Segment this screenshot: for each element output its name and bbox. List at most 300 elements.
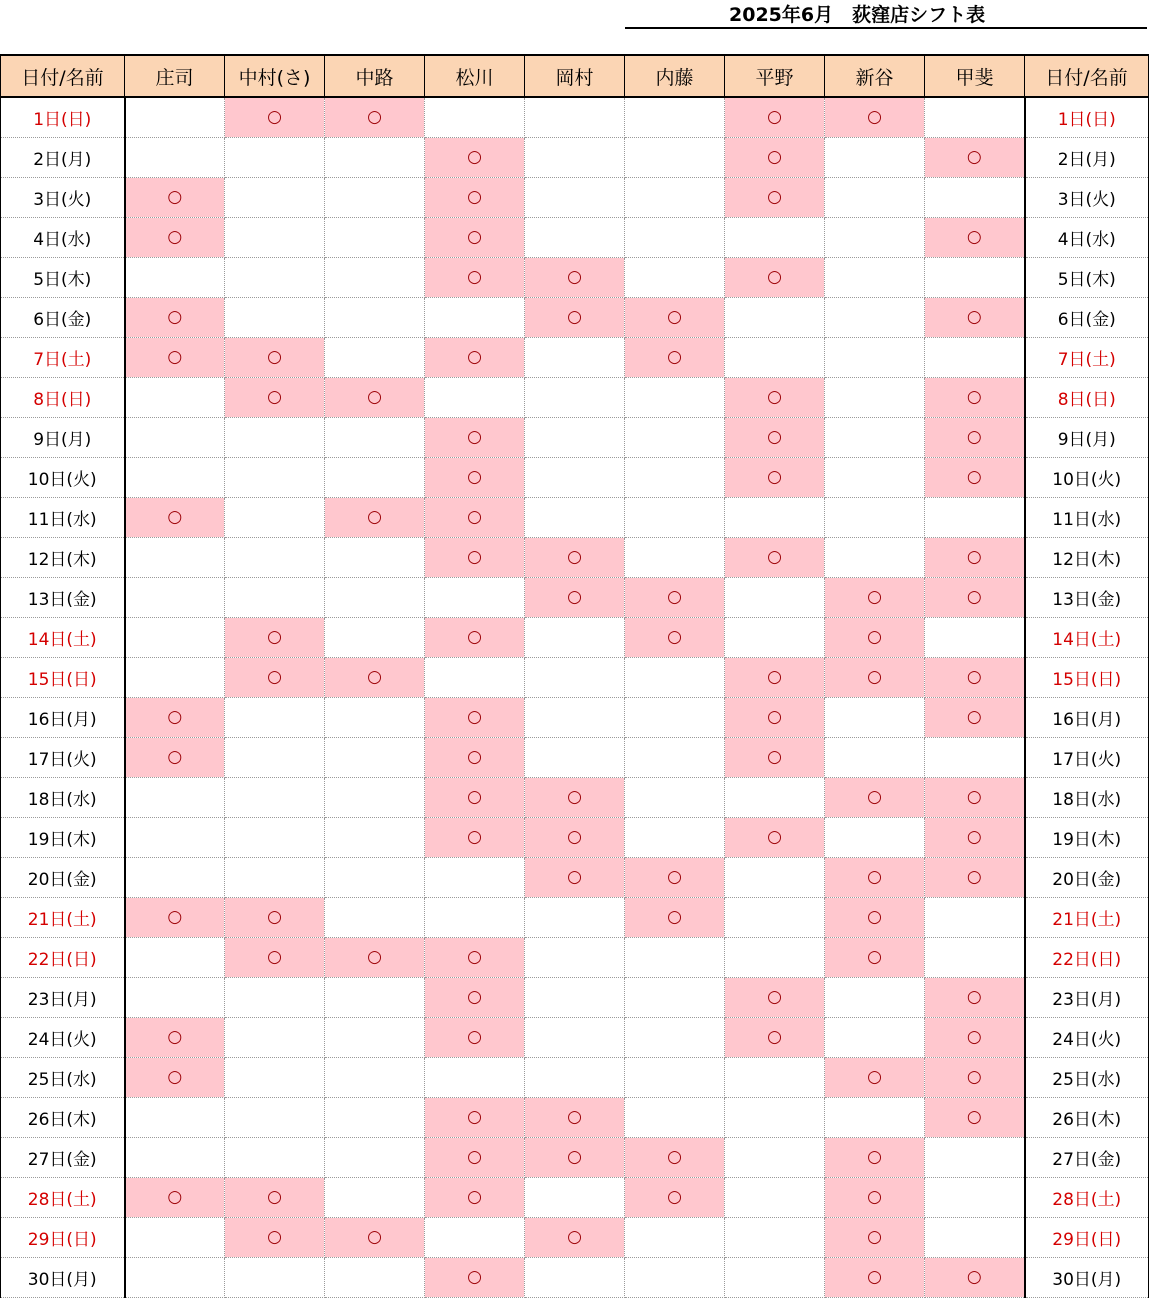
shift-cell-empty[interactable]: [525, 937, 625, 977]
shift-cell-on[interactable]: ○: [325, 657, 425, 697]
shift-cell-empty[interactable]: [225, 777, 325, 817]
date-cell-right[interactable]: 9日(月): [1025, 417, 1149, 457]
shift-cell-empty[interactable]: [525, 1017, 625, 1057]
shift-cell-empty[interactable]: [725, 1217, 825, 1257]
shift-cell-empty[interactable]: [825, 1097, 925, 1137]
shift-cell-empty[interactable]: [125, 377, 225, 417]
date-cell-left[interactable]: 1日(日): [1, 97, 125, 137]
shift-cell-empty[interactable]: [625, 1017, 725, 1057]
shift-cell-on[interactable]: ○: [925, 417, 1025, 457]
shift-cell-empty[interactable]: [425, 1057, 525, 1097]
shift-cell-empty[interactable]: [925, 897, 1025, 937]
shift-cell-empty[interactable]: [325, 857, 425, 897]
shift-cell-empty[interactable]: [925, 497, 1025, 537]
shift-cell-empty[interactable]: [325, 1057, 425, 1097]
shift-cell-empty[interactable]: [325, 617, 425, 657]
shift-cell-empty[interactable]: [625, 97, 725, 137]
shift-cell-empty[interactable]: [525, 457, 625, 497]
shift-cell-empty[interactable]: [825, 977, 925, 1017]
shift-cell-empty[interactable]: [225, 577, 325, 617]
shift-cell-empty[interactable]: [125, 657, 225, 697]
date-cell-right[interactable]: 13日(金): [1025, 577, 1149, 617]
shift-cell-on[interactable]: ○: [825, 1137, 925, 1177]
shift-cell-empty[interactable]: [125, 1137, 225, 1177]
shift-cell-empty[interactable]: [425, 857, 525, 897]
shift-cell-on[interactable]: ○: [725, 737, 825, 777]
date-cell-right[interactable]: 22日(日): [1025, 937, 1149, 977]
shift-cell-empty[interactable]: [325, 137, 425, 177]
shift-cell-empty[interactable]: [225, 857, 325, 897]
shift-cell-empty[interactable]: [725, 577, 825, 617]
shift-cell-on[interactable]: ○: [925, 977, 1025, 1017]
shift-cell-empty[interactable]: [425, 577, 525, 617]
shift-cell-empty[interactable]: [225, 297, 325, 337]
shift-cell-on[interactable]: ○: [425, 937, 525, 977]
shift-cell-empty[interactable]: [525, 337, 625, 377]
shift-cell-empty[interactable]: [625, 817, 725, 857]
date-cell-left[interactable]: 3日(火): [1, 177, 125, 217]
shift-cell-empty[interactable]: [325, 977, 425, 1017]
shift-cell-empty[interactable]: [125, 97, 225, 137]
shift-cell-empty[interactable]: [625, 497, 725, 537]
shift-cell-on[interactable]: ○: [425, 497, 525, 537]
date-cell-left[interactable]: 19日(木): [1, 817, 125, 857]
shift-cell-empty[interactable]: [525, 1257, 625, 1297]
shift-cell-empty[interactable]: [725, 617, 825, 657]
date-cell-left[interactable]: 24日(火): [1, 1017, 125, 1057]
shift-cell-empty[interactable]: [925, 257, 1025, 297]
shift-cell-empty[interactable]: [825, 137, 925, 177]
shift-cell-empty[interactable]: [625, 177, 725, 217]
date-cell-left[interactable]: 11日(水): [1, 497, 125, 537]
shift-cell-on[interactable]: ○: [325, 1217, 425, 1257]
shift-cell-on[interactable]: ○: [425, 1097, 525, 1137]
date-cell-left[interactable]: 28日(土): [1, 1177, 125, 1217]
shift-cell-empty[interactable]: [625, 657, 725, 697]
date-cell-left[interactable]: 5日(木): [1, 257, 125, 297]
shift-cell-empty[interactable]: [825, 417, 925, 457]
shift-cell-empty[interactable]: [725, 1177, 825, 1217]
shift-cell-on[interactable]: ○: [925, 777, 1025, 817]
shift-cell-on[interactable]: ○: [925, 137, 1025, 177]
header-staff[interactable]: 平野: [725, 55, 825, 97]
date-cell-right[interactable]: 1日(日): [1025, 97, 1149, 137]
shift-cell-empty[interactable]: [225, 457, 325, 497]
date-cell-left[interactable]: 21日(土): [1, 897, 125, 937]
shift-cell-empty[interactable]: [925, 937, 1025, 977]
date-cell-left[interactable]: 10日(火): [1, 457, 125, 497]
shift-cell-empty[interactable]: [225, 977, 325, 1017]
date-cell-left[interactable]: 6日(金): [1, 297, 125, 337]
shift-cell-on[interactable]: ○: [825, 1057, 925, 1097]
header-date-left[interactable]: 日付/名前: [1, 55, 125, 97]
shift-cell-on[interactable]: ○: [425, 1257, 525, 1297]
shift-cell-empty[interactable]: [125, 1217, 225, 1257]
shift-cell-empty[interactable]: [425, 297, 525, 337]
shift-cell-empty[interactable]: [325, 297, 425, 337]
header-staff[interactable]: 甲斐: [925, 55, 1025, 97]
shift-cell-empty[interactable]: [525, 377, 625, 417]
shift-cell-empty[interactable]: [125, 257, 225, 297]
date-cell-right[interactable]: 29日(日): [1025, 1217, 1149, 1257]
date-cell-right[interactable]: 14日(土): [1025, 617, 1149, 657]
shift-cell-empty[interactable]: [225, 177, 325, 217]
date-cell-right[interactable]: 28日(土): [1025, 1177, 1149, 1217]
shift-cell-empty[interactable]: [225, 1097, 325, 1137]
shift-cell-on[interactable]: ○: [125, 297, 225, 337]
date-cell-right[interactable]: 15日(日): [1025, 657, 1149, 697]
date-cell-right[interactable]: 24日(火): [1025, 1017, 1149, 1057]
shift-cell-empty[interactable]: [225, 217, 325, 257]
date-cell-left[interactable]: 18日(水): [1, 777, 125, 817]
shift-cell-on[interactable]: ○: [725, 817, 825, 857]
date-cell-left[interactable]: 8日(日): [1, 377, 125, 417]
shift-cell-on[interactable]: ○: [725, 1017, 825, 1057]
shift-cell-empty[interactable]: [825, 697, 925, 737]
shift-cell-on[interactable]: ○: [525, 1137, 625, 1177]
shift-cell-empty[interactable]: [325, 737, 425, 777]
header-staff[interactable]: 新谷: [825, 55, 925, 97]
shift-cell-on[interactable]: ○: [125, 1017, 225, 1057]
shift-cell-on[interactable]: ○: [925, 1017, 1025, 1057]
shift-cell-on[interactable]: ○: [125, 737, 225, 777]
shift-cell-on[interactable]: ○: [325, 377, 425, 417]
shift-cell-on[interactable]: ○: [425, 737, 525, 777]
header-staff[interactable]: 岡村: [525, 55, 625, 97]
shift-cell-empty[interactable]: [825, 537, 925, 577]
shift-cell-empty[interactable]: [325, 777, 425, 817]
shift-cell-empty[interactable]: [725, 857, 825, 897]
shift-cell-empty[interactable]: [625, 697, 725, 737]
shift-cell-on[interactable]: ○: [825, 97, 925, 137]
date-cell-left[interactable]: 15日(日): [1, 657, 125, 697]
shift-cell-empty[interactable]: [525, 977, 625, 1017]
shift-cell-on[interactable]: ○: [925, 297, 1025, 337]
shift-cell-empty[interactable]: [325, 177, 425, 217]
shift-cell-empty[interactable]: [225, 697, 325, 737]
header-staff[interactable]: 内藤: [625, 55, 725, 97]
shift-cell-on[interactable]: ○: [525, 1097, 625, 1137]
shift-cell-on[interactable]: ○: [525, 1217, 625, 1257]
shift-cell-empty[interactable]: [825, 257, 925, 297]
date-cell-right[interactable]: 10日(火): [1025, 457, 1149, 497]
shift-cell-empty[interactable]: [225, 1057, 325, 1097]
shift-cell-empty[interactable]: [825, 377, 925, 417]
shift-cell-empty[interactable]: [625, 417, 725, 457]
shift-cell-empty[interactable]: [925, 617, 1025, 657]
shift-cell-on[interactable]: ○: [725, 697, 825, 737]
shift-cell-on[interactable]: ○: [725, 537, 825, 577]
shift-cell-empty[interactable]: [325, 697, 425, 737]
shift-cell-on[interactable]: ○: [225, 337, 325, 377]
header-staff[interactable]: 松川: [425, 55, 525, 97]
date-cell-left[interactable]: 23日(月): [1, 977, 125, 1017]
shift-cell-on[interactable]: ○: [425, 697, 525, 737]
shift-cell-on[interactable]: ○: [925, 1097, 1025, 1137]
shift-cell-on[interactable]: ○: [725, 457, 825, 497]
date-cell-right[interactable]: 21日(土): [1025, 897, 1149, 937]
shift-cell-on[interactable]: ○: [725, 657, 825, 697]
shift-cell-on[interactable]: ○: [425, 457, 525, 497]
shift-cell-empty[interactable]: [125, 537, 225, 577]
shift-cell-empty[interactable]: [525, 697, 625, 737]
shift-cell-on[interactable]: ○: [925, 457, 1025, 497]
shift-cell-empty[interactable]: [125, 577, 225, 617]
shift-cell-on[interactable]: ○: [225, 1217, 325, 1257]
shift-cell-empty[interactable]: [325, 1137, 425, 1177]
shift-cell-on[interactable]: ○: [425, 217, 525, 257]
date-cell-left[interactable]: 25日(水): [1, 1057, 125, 1097]
date-cell-right[interactable]: 19日(木): [1025, 817, 1149, 857]
shift-cell-on[interactable]: ○: [825, 1177, 925, 1217]
shift-cell-empty[interactable]: [425, 657, 525, 697]
shift-cell-on[interactable]: ○: [425, 537, 525, 577]
shift-cell-empty[interactable]: [925, 1137, 1025, 1177]
shift-cell-empty[interactable]: [725, 337, 825, 377]
shift-cell-on[interactable]: ○: [225, 937, 325, 977]
shift-cell-empty[interactable]: [325, 577, 425, 617]
shift-cell-empty[interactable]: [225, 737, 325, 777]
shift-cell-empty[interactable]: [525, 97, 625, 137]
shift-cell-empty[interactable]: [125, 777, 225, 817]
shift-cell-empty[interactable]: [525, 897, 625, 937]
shift-cell-empty[interactable]: [625, 977, 725, 1017]
shift-cell-empty[interactable]: [625, 137, 725, 177]
shift-cell-empty[interactable]: [125, 857, 225, 897]
shift-cell-on[interactable]: ○: [425, 1137, 525, 1177]
shift-cell-empty[interactable]: [225, 417, 325, 457]
shift-cell-on[interactable]: ○: [925, 377, 1025, 417]
shift-cell-empty[interactable]: [725, 1137, 825, 1177]
shift-cell-empty[interactable]: [925, 337, 1025, 377]
shift-cell-empty[interactable]: [525, 1057, 625, 1097]
shift-cell-empty[interactable]: [225, 1257, 325, 1297]
shift-cell-on[interactable]: ○: [125, 217, 225, 257]
shift-cell-empty[interactable]: [725, 217, 825, 257]
shift-cell-empty[interactable]: [225, 817, 325, 857]
date-cell-right[interactable]: 23日(月): [1025, 977, 1149, 1017]
shift-cell-empty[interactable]: [925, 177, 1025, 217]
shift-cell-on[interactable]: ○: [725, 377, 825, 417]
shift-cell-on[interactable]: ○: [925, 217, 1025, 257]
shift-cell-on[interactable]: ○: [425, 137, 525, 177]
header-staff[interactable]: 中村(さ): [225, 55, 325, 97]
shift-cell-empty[interactable]: [325, 417, 425, 457]
shift-cell-empty[interactable]: [625, 737, 725, 777]
shift-cell-on[interactable]: ○: [825, 1257, 925, 1297]
shift-cell-on[interactable]: ○: [125, 1177, 225, 1217]
shift-cell-on[interactable]: ○: [925, 657, 1025, 697]
date-cell-right[interactable]: 25日(水): [1025, 1057, 1149, 1097]
shift-cell-on[interactable]: ○: [825, 617, 925, 657]
date-cell-right[interactable]: 12日(木): [1025, 537, 1149, 577]
shift-cell-on[interactable]: ○: [725, 977, 825, 1017]
shift-cell-on[interactable]: ○: [425, 1017, 525, 1057]
shift-cell-empty[interactable]: [125, 977, 225, 1017]
date-cell-left[interactable]: 12日(木): [1, 537, 125, 577]
date-cell-right[interactable]: 7日(土): [1025, 337, 1149, 377]
shift-cell-empty[interactable]: [225, 1017, 325, 1057]
shift-cell-on[interactable]: ○: [125, 697, 225, 737]
shift-cell-empty[interactable]: [225, 537, 325, 577]
shift-cell-empty[interactable]: [925, 1217, 1025, 1257]
shift-cell-empty[interactable]: [625, 537, 725, 577]
shift-cell-empty[interactable]: [525, 137, 625, 177]
shift-cell-empty[interactable]: [725, 297, 825, 337]
date-cell-right[interactable]: 6日(金): [1025, 297, 1149, 337]
shift-cell-empty[interactable]: [325, 897, 425, 937]
shift-cell-on[interactable]: ○: [125, 1057, 225, 1097]
shift-cell-on[interactable]: ○: [725, 177, 825, 217]
shift-cell-on[interactable]: ○: [525, 297, 625, 337]
shift-cell-on[interactable]: ○: [125, 177, 225, 217]
shift-cell-empty[interactable]: [225, 257, 325, 297]
shift-cell-empty[interactable]: [825, 1017, 925, 1057]
shift-cell-empty[interactable]: [225, 1137, 325, 1177]
date-cell-left[interactable]: 29日(日): [1, 1217, 125, 1257]
shift-cell-empty[interactable]: [125, 937, 225, 977]
shift-cell-empty[interactable]: [525, 737, 625, 777]
shift-cell-on[interactable]: ○: [625, 577, 725, 617]
shift-cell-empty[interactable]: [625, 1057, 725, 1097]
shift-cell-empty[interactable]: [125, 1257, 225, 1297]
shift-cell-on[interactable]: ○: [825, 577, 925, 617]
shift-cell-on[interactable]: ○: [625, 857, 725, 897]
shift-cell-empty[interactable]: [925, 97, 1025, 137]
shift-cell-empty[interactable]: [825, 737, 925, 777]
shift-cell-empty[interactable]: [525, 417, 625, 457]
shift-cell-on[interactable]: ○: [825, 657, 925, 697]
shift-cell-on[interactable]: ○: [425, 177, 525, 217]
shift-cell-on[interactable]: ○: [225, 657, 325, 697]
date-cell-left[interactable]: 27日(金): [1, 1137, 125, 1177]
shift-cell-empty[interactable]: [325, 217, 425, 257]
shift-cell-empty[interactable]: [625, 1097, 725, 1137]
date-cell-right[interactable]: 11日(水): [1025, 497, 1149, 537]
shift-cell-on[interactable]: ○: [425, 617, 525, 657]
shift-cell-on[interactable]: ○: [425, 257, 525, 297]
date-cell-left[interactable]: 16日(月): [1, 697, 125, 737]
shift-cell-empty[interactable]: [125, 457, 225, 497]
shift-cell-empty[interactable]: [725, 497, 825, 537]
shift-cell-on[interactable]: ○: [725, 97, 825, 137]
shift-cell-on[interactable]: ○: [525, 577, 625, 617]
shift-cell-on[interactable]: ○: [725, 137, 825, 177]
shift-cell-on[interactable]: ○: [825, 857, 925, 897]
shift-cell-empty[interactable]: [525, 217, 625, 257]
shift-cell-on[interactable]: ○: [625, 617, 725, 657]
date-cell-right[interactable]: 8日(日): [1025, 377, 1149, 417]
shift-cell-empty[interactable]: [625, 377, 725, 417]
shift-cell-on[interactable]: ○: [825, 897, 925, 937]
date-cell-left[interactable]: 9日(月): [1, 417, 125, 457]
shift-cell-empty[interactable]: [625, 257, 725, 297]
shift-cell-on[interactable]: ○: [225, 617, 325, 657]
shift-cell-on[interactable]: ○: [325, 497, 425, 537]
shift-cell-on[interactable]: ○: [625, 897, 725, 937]
shift-cell-on[interactable]: ○: [925, 817, 1025, 857]
shift-cell-empty[interactable]: [725, 897, 825, 937]
shift-cell-empty[interactable]: [425, 97, 525, 137]
shift-cell-on[interactable]: ○: [925, 1257, 1025, 1297]
shift-cell-on[interactable]: ○: [425, 777, 525, 817]
shift-cell-empty[interactable]: [725, 937, 825, 977]
shift-cell-on[interactable]: ○: [625, 297, 725, 337]
shift-cell-empty[interactable]: [725, 1057, 825, 1097]
shift-cell-empty[interactable]: [725, 1257, 825, 1297]
shift-cell-empty[interactable]: [825, 337, 925, 377]
date-cell-right[interactable]: 27日(金): [1025, 1137, 1149, 1177]
shift-cell-empty[interactable]: [325, 257, 425, 297]
shift-cell-empty[interactable]: [325, 1257, 425, 1297]
shift-cell-on[interactable]: ○: [525, 257, 625, 297]
shift-cell-empty[interactable]: [625, 217, 725, 257]
shift-cell-on[interactable]: ○: [425, 1177, 525, 1217]
header-date-right[interactable]: 日付/名前: [1025, 55, 1149, 97]
shift-cell-empty[interactable]: [425, 897, 525, 937]
shift-cell-on[interactable]: ○: [325, 937, 425, 977]
shift-cell-on[interactable]: ○: [925, 577, 1025, 617]
shift-cell-empty[interactable]: [225, 497, 325, 537]
date-cell-left[interactable]: 17日(火): [1, 737, 125, 777]
shift-cell-on[interactable]: ○: [225, 377, 325, 417]
shift-cell-empty[interactable]: [325, 457, 425, 497]
shift-cell-empty[interactable]: [625, 1257, 725, 1297]
date-cell-left[interactable]: 4日(水): [1, 217, 125, 257]
date-cell-left[interactable]: 20日(金): [1, 857, 125, 897]
shift-cell-on[interactable]: ○: [525, 537, 625, 577]
shift-cell-empty[interactable]: [825, 177, 925, 217]
date-cell-left[interactable]: 22日(日): [1, 937, 125, 977]
date-cell-right[interactable]: 30日(月): [1025, 1257, 1149, 1297]
shift-cell-empty[interactable]: [325, 1097, 425, 1137]
shift-cell-empty[interactable]: [625, 457, 725, 497]
shift-cell-on[interactable]: ○: [225, 897, 325, 937]
shift-cell-empty[interactable]: [925, 1177, 1025, 1217]
shift-cell-on[interactable]: ○: [325, 97, 425, 137]
shift-cell-empty[interactable]: [825, 457, 925, 497]
shift-cell-on[interactable]: ○: [425, 337, 525, 377]
date-cell-right[interactable]: 16日(月): [1025, 697, 1149, 737]
date-cell-left[interactable]: 26日(木): [1, 1097, 125, 1137]
shift-cell-on[interactable]: ○: [425, 417, 525, 457]
shift-cell-on[interactable]: ○: [225, 97, 325, 137]
shift-cell-on[interactable]: ○: [725, 417, 825, 457]
shift-cell-empty[interactable]: [425, 377, 525, 417]
shift-cell-on[interactable]: ○: [725, 257, 825, 297]
date-cell-left[interactable]: 2日(月): [1, 137, 125, 177]
shift-cell-on[interactable]: ○: [625, 1137, 725, 1177]
shift-cell-empty[interactable]: [325, 337, 425, 377]
shift-cell-on[interactable]: ○: [625, 1177, 725, 1217]
header-staff[interactable]: 庄司: [125, 55, 225, 97]
date-cell-left[interactable]: 30日(月): [1, 1257, 125, 1297]
header-staff[interactable]: 中路: [325, 55, 425, 97]
shift-cell-on[interactable]: ○: [925, 1057, 1025, 1097]
date-cell-right[interactable]: 20日(金): [1025, 857, 1149, 897]
shift-cell-on[interactable]: ○: [925, 537, 1025, 577]
shift-cell-empty[interactable]: [325, 537, 425, 577]
shift-cell-on[interactable]: ○: [525, 777, 625, 817]
date-cell-left[interactable]: 7日(土): [1, 337, 125, 377]
shift-cell-on[interactable]: ○: [925, 697, 1025, 737]
shift-cell-empty[interactable]: [925, 737, 1025, 777]
shift-cell-empty[interactable]: [825, 297, 925, 337]
shift-cell-empty[interactable]: [625, 937, 725, 977]
shift-cell-on[interactable]: ○: [425, 817, 525, 857]
shift-cell-on[interactable]: ○: [425, 977, 525, 1017]
shift-cell-empty[interactable]: [325, 817, 425, 857]
